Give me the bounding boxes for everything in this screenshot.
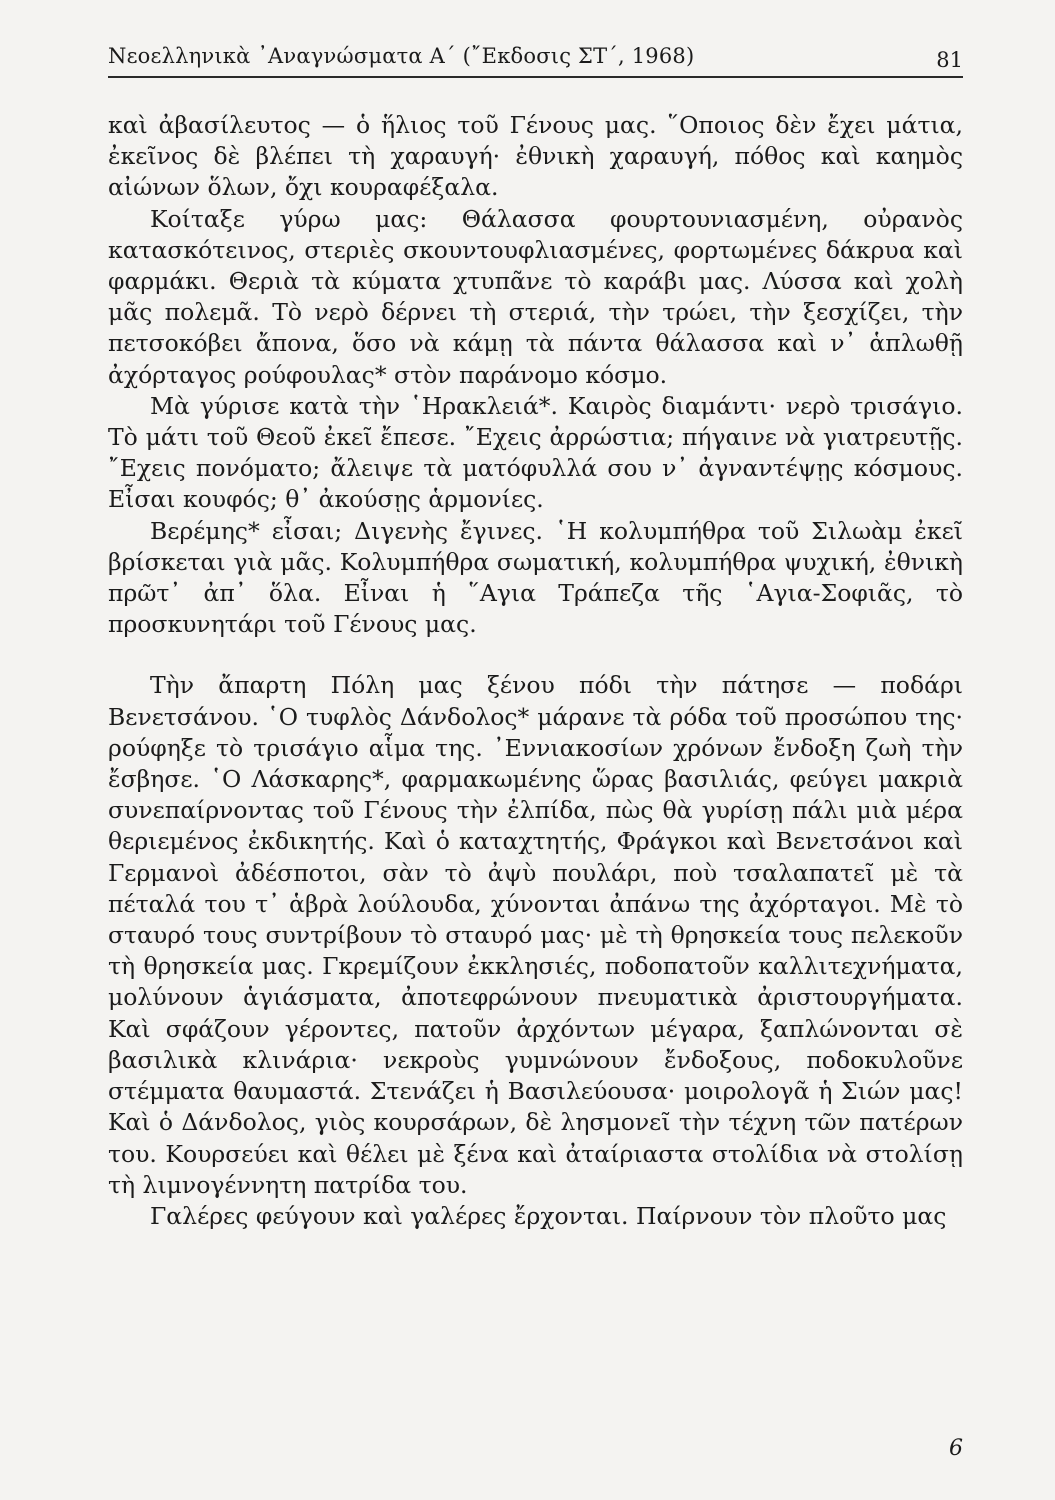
paragraph: Μὰ γύρισε κατὰ τὴν ῾Ηρακλειά*. Καιρὸς διαμάντι· νερὸ τρισάγιο. Τὸ μάτι τοῦ Θεοῦ ἐκεῖ ἔπεσε. ῎Εχεις ἀρρώστια; πήγαινε νὰ γιατρευτῇς. ῎Εχεις πονόματο; ἄλειψε τὰ ματόφυλλά σου ν᾿ ἀγναντέψῃς κόσμους. Εἶσαι κουφός; θ᾿ ἀκούσῃς ἁρμονίες. bbox=[108, 391, 963, 514]
paragraph: Γαλέρες φεύγουν καὶ γαλέρες ἔρχονται. Παίρνουν τὸν πλοῦτο μας bbox=[150, 1201, 947, 1230]
page-number: 81 bbox=[936, 48, 963, 72]
running-header bbox=[108, 40, 963, 78]
section-break bbox=[108, 640, 963, 670]
paragraph: Τὴν ἄπαρτη Πόλη μας ξένου πόδι τὴν πάτησε — ποδάρι Βενετσάνου. ῾Ο τυφλὸς Δάνδολος* μάρανε τὰ ρόδα τοῦ προσώπου της· ρούφηξε τὸ τρισάγιο αἷμα της. ᾿Εννιακοσίων χρόνων ἔνδοξη ζωὴ τὴν ἔσβησε. ῾Ο Λάσκαρης*, φαρμακωμένης ὥρας βασιλιάς, φεύγει μακριὰ συνεπαίρνοντας τοῦ Γένους τὴν ἐλπίδα, πὼς θὰ γυρίσῃ πάλι μιὰ μέρα θεριεμένος ἐκδικητής. Καὶ ὁ καταχτητής, Φράγκοι καὶ Βενετσάνοι καὶ Γερμανοὶ ἀδέσποτοι, σὰν τὸ ἀψὺ πουλάρι, ποὺ τσαλαπατεῖ μὲ τὰ πέταλά του τ᾿ ἁβρὰ λούλουδα, χύνονται ἀπάνω της ἀχόρταγοι. Μὲ τὸ σταυρό τους συντρίβουν τὸ σταυρό μας· μὲ τὴ θρησκεία τους πελεκοῦν τὴ θρησκεία μας. Γκρεμίζουν ἐκκλησιές, ποδοπατοῦν καλλιτεχνήματα, μολύνουν ἁγιάσματα, ἀποτεφρώνουν πνευματικὰ ἀριστουργήματα. Καὶ σφάζουν γέροντες, πατοῦν ἀρχόντων μέγαρα, ξαπλώνονται σὲ βασιλικὰ κλινάρια· νεκροὺς γυμνώνουν ἔνδοξους, ποδοκυλοῦνε στέμματα θαυμαστά. Στενάζει ἡ Βασιλεύουσα· μοιρολογᾶ ἡ Σιών μας! Καὶ ὁ Δάνδολος, γιὸς κουρσάρων, δὲ λησμονεῖ τὴν τέχνη τῶν πατέρων του. Κουρσεύει καὶ θέλει μὲ ξένα καὶ ἀταίριαστα στολίδια νὰ στολίσῃ τὴ λιμνογέννητη πατρίδα του. bbox=[108, 671, 963, 1199]
paragraph: Κοίταξε γύρω μας: Θάλασσα φουρτουνιασμένη, οὐρανὸς κατασκότεινος, στεριὲς σκουντουφλιασμένες, φορτωμένες δάκρυα καὶ φαρμάκι. Θεριὰ τὰ κύματα χτυπᾶνε τὸ καράβι μας. Λύσσα καὶ χολὴ μᾶς πολεμᾶ. Τὸ νερὸ δέρνει τὴ στεριά, τὴν τρώει, τὴν ξεσχίζει, τὴν πετσοκόβει ἄπονα, ὅσο νὰ κάμῃ τὰ πάντα θάλασσα καὶ ν᾿ ἁπλωθῇ ἀχόρταγος ρούφουλας* στὸν παράνομο κόσμο. bbox=[108, 204, 963, 389]
signature-mark: 6 bbox=[949, 1436, 963, 1461]
paragraph: Βερέμης* εἶσαι; Διγενὴς ἔγινες. ῾Η κολυμπήθρα τοῦ Σιλωὰμ ἐκεῖ βρίσκεται γιὰ μᾶς. Κολυμπήθρα σωματική, κολυμπήθρα ψυχική, ἐθνικὴ πρῶτ᾿ ἀπ᾿ ὅλα. Εἶναι ἡ ῞Αγια Τράπεζα τῆς ῾Αγια-Σοφιᾶς, τὸ προσκυνητάρι τοῦ Γένους μας. bbox=[108, 516, 963, 639]
body-text bbox=[108, 110, 963, 1232]
running-title: Νεοελληνικὰ ᾿Αναγνώσματα Α΄ (῎Εκδοσις ΣΤ΄, 1968) bbox=[108, 44, 695, 68]
paragraph: καὶ ἀβασίλευτος — ὁ ἥλιος τοῦ Γένους μας. ῞Οποιος δὲν ἔχει μάτια, ἐκεῖνος δὲ βλέπει τὴ χαραυγή· ἐθνικὴ χαραυγή, πόθος καὶ καημὸς αἰώνων ὅλων, ὄχι κουραφέξαλα. bbox=[108, 111, 963, 202]
